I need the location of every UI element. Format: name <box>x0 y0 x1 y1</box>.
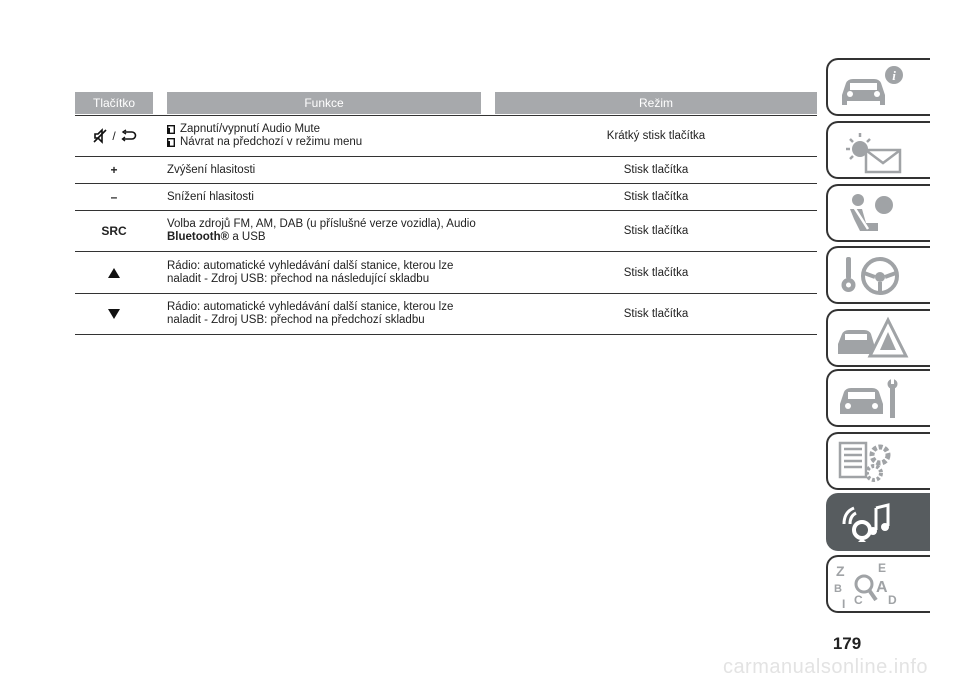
mode-cell: Stisk tlačítka <box>623 308 689 320</box>
header-function: Funkce <box>167 92 481 114</box>
svg-text:D: D <box>888 593 897 607</box>
alphabetical-index-icon <box>834 561 906 611</box>
mode-cell: Stisk tlačítka <box>623 225 689 237</box>
chapter-tab-multimedia[interactable] <box>826 493 930 551</box>
mute-icon <box>92 128 108 144</box>
chapter-tab-safety[interactable] <box>826 184 930 242</box>
bullet-marker-icon <box>167 138 175 147</box>
svg-text:E: E <box>878 561 887 575</box>
function-text: Rádio: automatické vyhledávání další stanice, kterou lze <box>167 259 454 272</box>
function-cell <box>167 211 489 251</box>
mode-cell: Stisk tlačítka <box>623 266 689 279</box>
table-row <box>75 184 817 211</box>
page-number: 179 <box>832 634 862 653</box>
car-tools-icon <box>836 376 906 422</box>
watermark <box>0 656 960 679</box>
function-line <box>167 136 489 149</box>
up-triangle-icon <box>108 268 120 278</box>
mode-cell: Krátký stisk tlačítka <box>606 130 706 142</box>
function-text: Zvýšení hlasitosti <box>167 163 256 176</box>
table-row <box>75 157 817 184</box>
seat-airbag-icon <box>836 191 906 237</box>
function-text: Volba zdrojů FM, AM, DAB (u příslušné verze vozidla), Audio <box>167 218 476 230</box>
button-cell: – <box>110 190 118 204</box>
table-row <box>75 211 817 252</box>
bullet-marker-icon <box>167 125 175 134</box>
function-text: a USB <box>229 231 266 243</box>
chapter-tab-starting[interactable] <box>826 246 930 304</box>
multimedia-music-icon <box>836 500 906 546</box>
svg-text:C: C <box>854 593 863 607</box>
watermark-text: carmanualsonline.info <box>722 656 928 678</box>
function-text: Snížení hlasitosti <box>167 190 254 203</box>
table-row <box>75 252 817 294</box>
svg-text:B: B <box>834 583 842 595</box>
function-text: Rádio: automatické vyhledávání další stanice, kterou lze <box>167 301 454 313</box>
down-triangle-icon <box>108 309 120 319</box>
svg-text:i: i <box>892 68 896 83</box>
button-cell <box>75 252 153 293</box>
svg-text:I: I <box>842 597 846 611</box>
svg-text:A: A <box>876 579 888 596</box>
function-text: Zapnutí/vypnutí Audio Mute <box>180 123 321 135</box>
button-cell: SRC <box>101 224 127 238</box>
button-cell <box>75 116 153 156</box>
svg-text:Z: Z <box>836 563 845 579</box>
mode-cell: Stisk tlačítka <box>623 164 689 176</box>
function-cell <box>167 294 489 334</box>
table-header <box>75 92 817 114</box>
button-cell: + <box>110 163 118 177</box>
return-icon <box>120 129 136 143</box>
function-cell <box>167 157 489 183</box>
function-line <box>167 123 489 136</box>
function-text: Návrat na předchozí v režimu menu <box>180 136 363 148</box>
chapter-tab-car-info[interactable] <box>826 58 930 116</box>
function-cell <box>167 252 489 293</box>
function-cell <box>167 184 489 210</box>
function-text: naladit - Zdroj USB: přechod na následující skladbu <box>167 272 430 285</box>
bluetooth-label: Bluetooth® <box>167 231 230 243</box>
car-accident-warning-icon <box>836 316 906 362</box>
header-button: Tlačítko <box>75 92 153 114</box>
chapter-tab-maintenance[interactable] <box>826 369 930 427</box>
header-mode: Režim <box>495 92 817 114</box>
key-steering-wheel-icon <box>836 253 906 299</box>
table-row <box>75 294 817 335</box>
controls-table <box>75 92 817 335</box>
warning-lights-message-icon <box>836 128 906 174</box>
function-line <box>167 231 489 244</box>
icon-separator: / <box>112 129 116 143</box>
chapter-tab-technical-data[interactable] <box>826 432 930 490</box>
mode-cell: Stisk tlačítka <box>623 191 689 203</box>
chapter-tab-warning-lights[interactable] <box>826 121 930 179</box>
function-text: naladit - Zdroj USB: přechod na předchozí skladbu <box>167 314 425 326</box>
chapter-tab-index[interactable] <box>826 555 930 613</box>
specs-gears-icon <box>836 439 906 485</box>
button-cell <box>75 294 153 334</box>
table-row <box>75 115 817 157</box>
chapter-tab-emergency[interactable] <box>826 309 930 367</box>
function-cell <box>167 116 489 156</box>
car-info-icon <box>836 65 906 111</box>
